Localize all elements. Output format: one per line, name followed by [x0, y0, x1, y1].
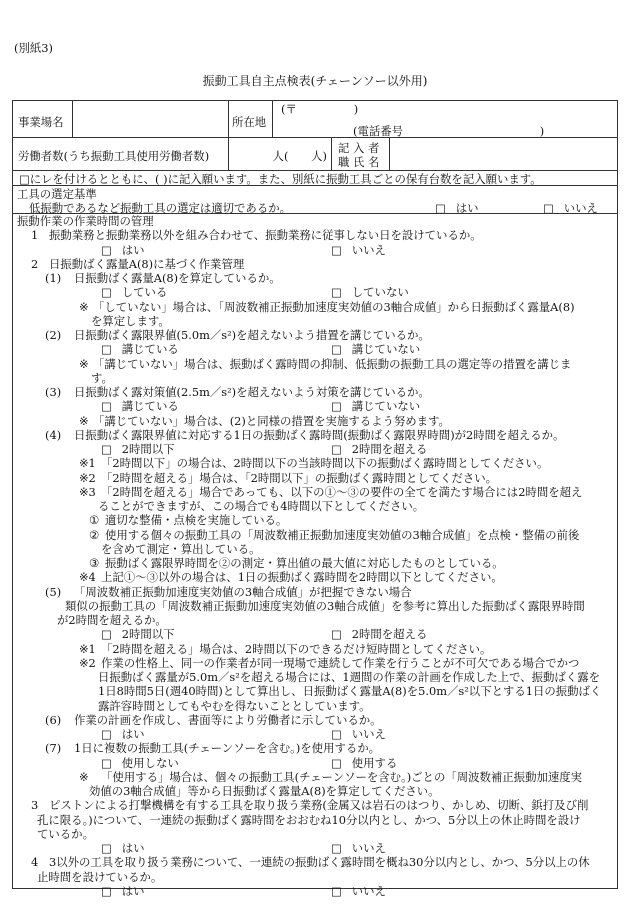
question-text: 日振動ばく露限界値(5.0m／s²)を超えないよう措置を講じているか。: [74, 328, 430, 342]
note-text: 露許容時間としてもやむを得ないこととしています。: [98, 698, 371, 713]
tool-selection-section: [12, 185, 618, 214]
note-text: 1日8時間5日(週40時間)として算出し、日振動ばく露量A(8)を5.0m／s²以下とする1日の振動ばく: [98, 684, 602, 699]
tool-selection-question: 低振動であるなど振動工具の選定は適切であるか。: [29, 201, 291, 215]
option-2[interactable]: [331, 884, 386, 898]
instructions-row: [12, 170, 618, 186]
condition-text: 使用する個々の振動工具の「周波数補正振動加速度実効値の3軸合成値」を点検・整備の前後: [105, 527, 580, 542]
note-text: 「講じていない」場合は、振動ばく露時間の抑制、低振動の振動工具の選定等の措置を講じま: [93, 356, 572, 371]
condition-mark: ②: [89, 527, 100, 542]
condition-mark: ①: [89, 513, 100, 528]
workplace-input[interactable]: [72, 100, 229, 138]
checkbox[interactable]: □: [101, 755, 112, 770]
question-text: 類似の振動工具の「周波数補正振動加速度実効値の3軸合成値」を参考に算出した振動ばく露限界時間: [65, 598, 585, 613]
option-2[interactable]: [331, 285, 409, 299]
sub-item-number: (1): [45, 271, 62, 285]
postal-code-field: (〒 ): [281, 102, 359, 116]
checkbox[interactable]: □: [331, 399, 342, 414]
option-label: いいえ: [563, 201, 598, 215]
question-text: 日振動ばく露限界値に対応する1日の振動ばく露時間(振動ばく露限界時間)が2時間を超えるか。: [74, 427, 565, 442]
option-2[interactable]: [331, 399, 420, 413]
option-label: 講じている: [121, 342, 179, 357]
option-2[interactable]: [331, 627, 427, 641]
checkbox[interactable]: □: [331, 841, 342, 855]
location-input[interactable]: [272, 100, 618, 138]
workplace-label-cell: [12, 100, 73, 138]
condition-text: 振動ばく露限界時間を②の測定・算出値の最大値に対応したものとしている。: [105, 556, 504, 570]
checkbox[interactable]: □: [101, 727, 112, 741]
note-mark: ※: [79, 299, 89, 314]
checkbox[interactable]: □: [331, 442, 342, 456]
page-title: 振動工具自主点検表(チェーンソー以外用): [202, 74, 428, 88]
question-text: 3以外の工具を取り扱う業務について、一連続の振動ばく露時間を概ね30分以内とし、かつ、5分以上の休: [49, 855, 590, 870]
question-text: が2時間を超えるか。: [57, 613, 167, 627]
option-label: 使用しない: [121, 755, 179, 770]
location-label-cell: [228, 100, 273, 138]
workers-label: 労働者数(うち振動工具使用労働者数): [18, 149, 210, 163]
checkbox[interactable]: □: [101, 883, 112, 898]
item-number: 2: [31, 256, 39, 271]
note-mark: ※4: [79, 570, 96, 585]
option-2[interactable]: [331, 442, 427, 456]
question-text: ているか。: [37, 826, 94, 841]
checkbox[interactable]: □: [331, 755, 342, 770]
option-label: している: [121, 285, 168, 300]
note-text: 「講じていない」場合は、(2)と同様の措置を実施するよう努めます。: [93, 413, 450, 428]
work-time-management-section: [12, 213, 618, 898]
workplace-label: 事業場名: [18, 115, 64, 129]
question-text: 作業の計画を作成し、書面等により労働者に示しているか。: [74, 712, 382, 727]
note-mark: ※3: [79, 484, 96, 499]
note-text: 「2時間を超える」場合は、「2時間以下」の振動ばく露時間としてください。: [101, 470, 498, 485]
checkbox[interactable]: □: [101, 627, 112, 642]
option-2[interactable]: [331, 342, 420, 356]
item-number: 1: [31, 228, 39, 243]
option-2[interactable]: [331, 727, 386, 741]
checkbox[interactable]: □: [101, 841, 112, 855]
condition-text: 適切な整備・点検を実施している。: [105, 513, 288, 528]
question-text: 日振動ばく露対策値(2.5m／s²)を超えないよう対策を講じているか。: [74, 385, 430, 399]
checkbox[interactable]: □: [331, 727, 342, 741]
checkbox[interactable]: □: [331, 285, 342, 300]
option-1[interactable]: [101, 342, 179, 356]
option-label: 2時間以下: [121, 627, 175, 642]
question-text: 日振動ばく露量A(8)に基づく作業管理: [49, 256, 245, 271]
checkbox[interactable]: □: [101, 342, 112, 357]
option-label: 講じていない: [351, 342, 421, 357]
note-text: す。: [91, 370, 113, 385]
item-number: 4: [31, 855, 39, 870]
checkbox[interactable]: □: [331, 242, 342, 257]
checkbox[interactable]: □: [543, 201, 554, 215]
option-label: 使用する: [351, 755, 398, 770]
recorder-label-2: 職 氏 名: [338, 155, 380, 169]
note-mark: ※2: [79, 655, 96, 670]
section-heading: 振動作業の作業時間の管理: [17, 214, 154, 228]
option-1[interactable]: [101, 285, 167, 299]
option-label: 2時間を超える: [351, 442, 428, 456]
condition-mark: ③: [89, 556, 100, 570]
sub-item-number: (2): [45, 328, 62, 342]
option-label: 2時間以下: [121, 442, 175, 456]
option-label: いいえ: [351, 841, 386, 855]
workers-count-input[interactable]: [228, 137, 332, 171]
option-label: 講じていない: [351, 399, 421, 414]
checkbox[interactable]: □: [101, 242, 112, 257]
checkbox[interactable]: □: [101, 285, 112, 300]
note-text: 効値の3軸合成値」等から日振動ばく露量A(8)を算定してください。: [89, 784, 440, 798]
option-label: 2時間を超える: [351, 627, 428, 642]
checkbox[interactable]: □: [331, 342, 342, 357]
option-1[interactable]: [101, 841, 145, 855]
option-label: はい: [121, 242, 145, 257]
option-1[interactable]: [101, 756, 179, 770]
note-text: 作業の性格上、同一の作業者が同一現場で連続して作業を行うことが不可欠である場合でかつ: [101, 655, 580, 670]
tool-selection-heading: 工具の選定基準: [17, 187, 97, 201]
location-label: 所在地: [232, 115, 267, 129]
document-label: (別紙3): [14, 41, 53, 55]
note-text: 「2時間以下」の場合は、2時間以下の当該時間以下の振動ばく露時間としてください。: [101, 456, 549, 471]
question-text: 「周波数補正振動加速度実効値の3軸合成値」が把握できない場合: [74, 584, 412, 599]
phone-number-field: (電話番号 ): [353, 124, 545, 138]
note-mark: ※: [79, 356, 89, 371]
note-text: 「使用する」場合は、個々の振動工具(チェーンソーを含む。)ごとの「周波数補正振動加速度実: [101, 769, 583, 784]
checkbox[interactable]: □: [331, 627, 342, 642]
sub-item-number: (3): [45, 385, 62, 399]
note-text: 「していない」場合は、「周波数補正振動加速度実効値の3軸合成値」から日振動ばく露量A(8): [93, 299, 575, 314]
sub-item-number: (7): [45, 741, 62, 756]
option-label: はい: [121, 841, 145, 855]
option-label: いいえ: [351, 883, 386, 898]
checkbox[interactable]: □: [435, 201, 446, 215]
note-mark: ※1: [79, 641, 96, 656]
note-text: ることができますが、この場合でも4時間以下としてください。: [98, 499, 425, 513]
question-text: ピストンによる打撃機構を有する工具を取り扱う業務(金属又は岩石のはつり、かしめ、切断、鋲打及び削: [49, 798, 589, 813]
option-2[interactable]: [331, 841, 386, 855]
note-mark: ※: [79, 413, 89, 428]
note-mark: ※1: [79, 456, 96, 471]
option-label: いいえ: [351, 727, 386, 741]
option-1[interactable]: [101, 243, 145, 257]
question-text: 日振動ばく露量A(8)を算定しているか。: [74, 271, 281, 285]
option-label: いいえ: [351, 242, 386, 257]
option-1[interactable]: [101, 884, 145, 898]
question-text: 孔に限る。)について、一連続の振動ばく露時間をおおむね10分以内とし、かつ、5分以上の休止時間を設け: [37, 812, 581, 827]
sub-item-number: (6): [45, 712, 62, 727]
item-number: 3: [31, 798, 39, 813]
sub-item-number: (5): [45, 584, 62, 599]
option-label: はい: [121, 727, 145, 741]
option-1[interactable]: [101, 442, 175, 456]
note-mark: ※: [79, 769, 89, 784]
option-1[interactable]: [101, 399, 179, 413]
workers-label-cell: [12, 137, 229, 171]
question-text: 振動業務と振動業務以外を組み合わせて、振動業務に従事しない日を設けているか。: [49, 228, 482, 243]
option-label: はい: [455, 201, 479, 215]
checkbox[interactable]: □: [331, 883, 342, 898]
note-text: 日振動ばく露量が5.0m／s²を超える場合には、1週間の作業の計画を作成した上で、振動ばく露を: [98, 670, 600, 684]
instructions-text: □にレを付けるとともに、( )に記入願います。また、別紙に振動工具ごとの保有台数を記入願います。: [19, 172, 542, 186]
option-2[interactable]: [331, 756, 397, 770]
recorder-label-1: 記 入 者: [338, 141, 380, 155]
condition-text: を含めて測定・算出している。: [101, 541, 261, 556]
question-text: 止時間を設けているか。: [37, 869, 163, 884]
checkbox[interactable]: □: [101, 442, 112, 456]
option-1[interactable]: [101, 627, 175, 641]
option-1[interactable]: [101, 727, 145, 741]
note-text: 「2時間を超える」場合であっても、以下の①～③の要件の全てを満たす場合には2時間を超え: [101, 484, 583, 499]
sub-item-number: (4): [45, 427, 62, 442]
option-label: していない: [351, 285, 409, 300]
option-label: 講じている: [121, 399, 179, 414]
recorder-name-input[interactable]: [389, 137, 618, 171]
note-mark: ※2: [79, 470, 96, 485]
recorder-label-cell: [331, 137, 390, 171]
option-label: はい: [121, 883, 145, 898]
note-text: 「2時間を超える」場合は、2時間以下のできるだけ短時間としてください。: [101, 641, 492, 656]
checkbox[interactable]: □: [101, 399, 112, 414]
workers-count-value: 人( 人): [272, 149, 327, 163]
option-2[interactable]: [331, 243, 386, 257]
note-text: 上記①～③以外の場合は、1日の振動ばく露時間を2時間以下としてください。: [101, 570, 503, 585]
note-text: を算定します。: [91, 313, 170, 328]
question-text: 1日に複数の振動工具(チェーンソーを含む。)を使用するか。: [74, 741, 381, 756]
